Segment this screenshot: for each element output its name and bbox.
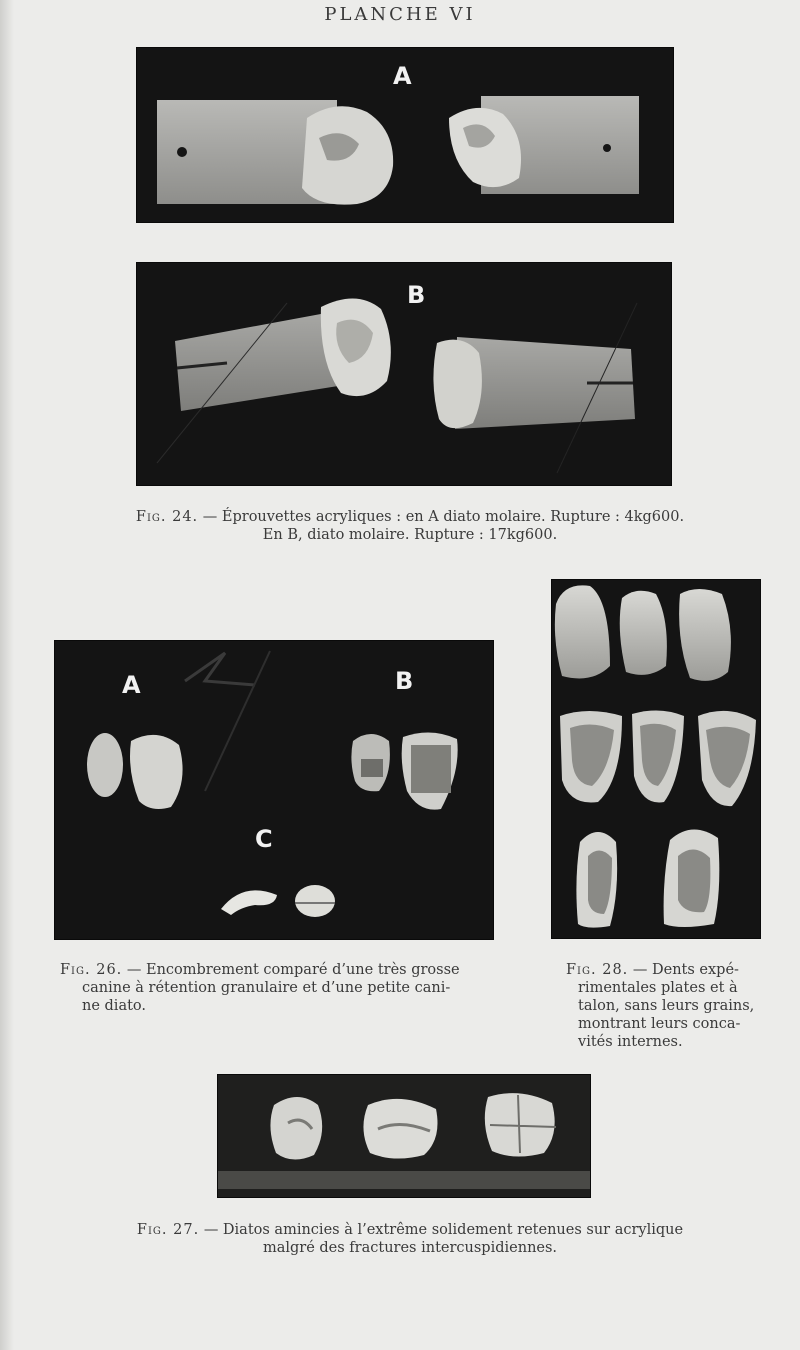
caption-fig26-label: Fig. 26. — [60, 962, 123, 978]
caption-fig28-line5: vités internes. — [578, 1034, 683, 1050]
plate-label-a: A — [393, 62, 412, 90]
caption-fig26-line1-row — [60, 961, 490, 979]
caption-fig24-line1: — Éprouvettes acryliques : en A diato molaire. Rupture : 4kg600. — [202, 509, 685, 525]
photo-fig26-image — [55, 641, 493, 939]
caption-fig26-line3: ne diato. — [82, 998, 147, 1014]
caption-fig28 — [566, 961, 756, 1051]
page-edge-shadow — [0, 0, 14, 1350]
caption-fig26 — [60, 961, 490, 1015]
plate-label-c: C — [255, 825, 273, 853]
caption-fig28-line4: montrant leurs conca- — [578, 1016, 741, 1032]
photo-fig24-a — [137, 48, 673, 222]
plate-label-b: B — [395, 667, 414, 695]
photo-fig28-image — [552, 580, 760, 938]
caption-fig26-line1: — Encombrement comparé d’une très grosse — [126, 962, 460, 978]
photo-fig28 — [552, 580, 760, 938]
caption-fig27-line1: — Diatos amincies à l’extrême solidement retenues sur acrylique — [203, 1222, 684, 1238]
photo-fig27 — [218, 1075, 590, 1197]
caption-fig26-line2: canine à rétention granulaire et d’une petite cani- — [82, 980, 451, 996]
caption-fig24-line2: En B, diato molaire. Rupture : 17kg600. — [262, 527, 558, 543]
caption-fig27 — [100, 1221, 720, 1257]
caption-fig28-line3: talon, sans leurs grains, — [578, 998, 755, 1014]
caption-fig27-line2: malgré des fractures intercuspidiennes. — [262, 1240, 558, 1256]
caption-fig28-line2: rimentales plates et à — [578, 980, 738, 996]
caption-fig27-label: Fig. 27. — [136, 1222, 200, 1238]
photo-fig24-b-image — [137, 263, 671, 485]
caption-fig28-line1: — Dents expé- — [632, 962, 739, 978]
caption-fig28-label: Fig. 28. — [566, 962, 629, 978]
caption-fig27-line1-row — [100, 1221, 720, 1239]
plate-label-b: B — [407, 281, 426, 309]
photo-fig26 — [55, 641, 493, 939]
caption-fig24-line1-row — [90, 508, 730, 526]
page-title: PLANCHE VI — [324, 4, 476, 25]
plate-label-a: A — [122, 671, 141, 699]
caption-fig28-line1-row — [566, 961, 756, 979]
caption-fig24 — [90, 508, 730, 544]
photo-fig24-b — [137, 263, 671, 485]
photo-fig27-image — [218, 1075, 590, 1197]
caption-fig24-label: Fig. 24. — [135, 509, 199, 525]
